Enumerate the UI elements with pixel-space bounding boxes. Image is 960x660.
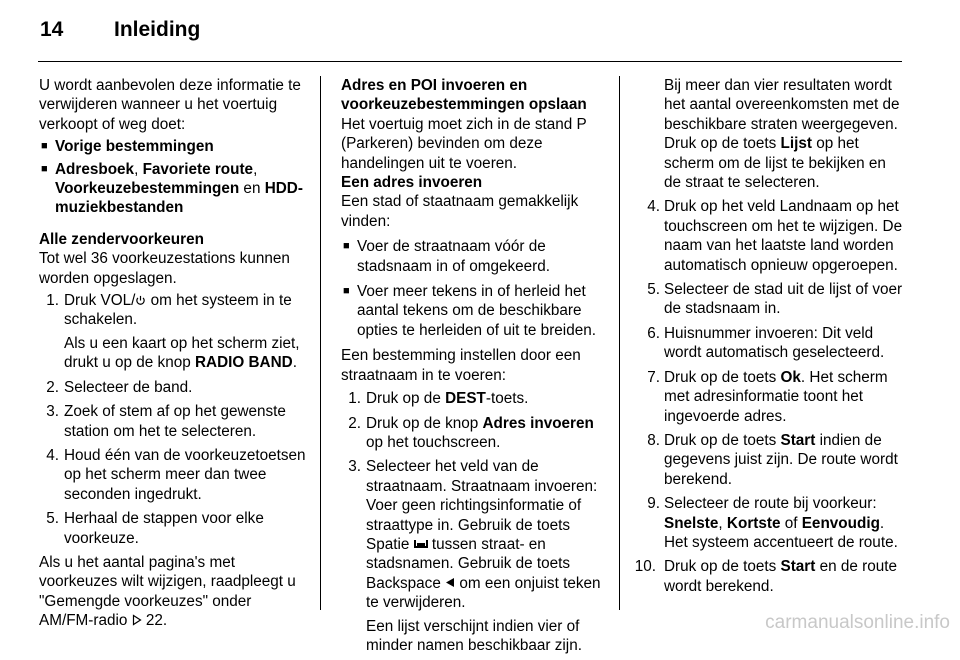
- step-number: 3.: [46, 403, 59, 421]
- list-item: [39, 160, 306, 218]
- step-number: 3.: [348, 458, 361, 476]
- intro-text: U wordt aanbevolen deze informatie te verwijderen wanneer u het voertuig verkoopt of weg doet:: [39, 77, 301, 133]
- watermark: carmanualsonline.info: [765, 612, 950, 633]
- tips-list: [341, 237, 605, 340]
- step-text: Zoek of stem af op het gewenste station om het te selecteren.: [64, 403, 286, 440]
- list-item: [39, 378, 306, 397]
- step-text: Selecteer de band.: [64, 378, 193, 396]
- step-text: Houd één van de voorkeuzetoetsen op het scherm meer dan twee seconden ingedrukt.: [64, 446, 306, 503]
- step-text: om het systeem in te schakelen.: [64, 292, 292, 329]
- section-text: Tot wel 36 voorkeuzestations kunnen worden opgeslagen.: [39, 250, 290, 287]
- continued-text: Bij meer dan vier resultaten wordt het aantal overeenkomsten met de beschikbare straten weergegeven. Druk op de toets Lijst op het scherm om de lijst te bekijken en de straat te selecteren.: [664, 77, 900, 192]
- bullet-text: HDD-muziekbestanden: [55, 180, 303, 217]
- step-number: 5.: [46, 510, 59, 528]
- section-heading: Een adres invoeren: [341, 174, 483, 192]
- list-item: 9. Selecteer de route bij voorkeur: Snelste, Kortste of Eenvoudig. Het systeem accentueert de route.: [620, 494, 907, 552]
- list-item: [39, 402, 306, 441]
- steps-list: [39, 291, 306, 548]
- list-item: 7. Druk op de toets Ok. Het scherm met adresinformatie toont het ingevoerde adres.: [620, 368, 907, 426]
- separator: ,: [253, 160, 258, 178]
- header-rule: [38, 61, 902, 62]
- list-item: ■ Voer de straatnaam vóór de stadsnaam in of omgekeerd.: [341, 237, 605, 276]
- step-number: 6.: [647, 324, 660, 342]
- radio-band-label: RADIO BAND: [194, 354, 293, 372]
- step-number: 1.: [46, 292, 59, 310]
- column-1: [39, 76, 306, 631]
- lijst-label: Lijst: [780, 135, 812, 153]
- list-item: 10. Druk op de toets Start en de route wordt berekend.: [620, 557, 907, 596]
- list-item: [39, 137, 306, 156]
- bullet-text: Favoriete route: [142, 160, 254, 178]
- section-heading: Adres en POI invoeren en voorkeuzebestemmingen opslaan: [341, 77, 587, 114]
- bullet-text: Voorkeuzebestemmingen: [55, 180, 240, 198]
- backspace-triangle-icon: [445, 574, 455, 593]
- step-number: 4.: [647, 198, 660, 216]
- page-number: 14: [40, 18, 64, 41]
- step-number: 5.: [647, 281, 660, 299]
- step-number: 10.: [634, 558, 656, 576]
- step-number: 2.: [46, 378, 59, 396]
- section-text: Het voertuig moet zich in de stand P (Parkeren) bevinden om deze handelingen uit te voeren.: [341, 115, 587, 172]
- step-number: 1.: [348, 390, 361, 408]
- step-number: 2.: [348, 414, 361, 432]
- outro-text: Als u het aantal pagina's met voorkeuzes wilt wijzigen, raadpleegt u "Gemengde voorkeuzes" onder AM/FM-radio 22.: [39, 553, 296, 630]
- column-divider-1: [320, 76, 321, 610]
- start-label: Start: [780, 558, 816, 576]
- power-icon: [135, 291, 146, 310]
- list-item: 4. Druk op het veld Landnaam op het touchscreen om het te wijzigen. De naam van het laatste land worden automatisch opnieuw opgeroepen.: [620, 197, 907, 275]
- column-3: [620, 76, 907, 601]
- section-text: Een stad of staatnaam gemakkelijk vinden:: [341, 193, 579, 230]
- bullet-text: Vorige bestemmingen: [55, 138, 214, 156]
- snelste-label: Snelste: [664, 514, 719, 532]
- list-item: 5. Selecteer de stad uit de lijst of voer de stadsnaam in.: [620, 280, 907, 319]
- step-number: 7.: [647, 368, 660, 386]
- steps-list: [620, 197, 907, 596]
- eenvoudig-label: Eenvoudig: [801, 514, 880, 532]
- list-item: [39, 291, 306, 373]
- step-number: 8.: [647, 431, 660, 449]
- adres-invoeren-label: Adres invoeren: [482, 414, 594, 432]
- list-item: ■ Voer meer tekens in of herleid het aantal tekens om de beschikbare opties te herleiden of uit te breiden.: [341, 282, 605, 340]
- list-item: 1. Druk op de DEST-toets.: [341, 389, 605, 408]
- step-subtext: Een lijst verschijnt indien vier of minder namen beschikbaar zijn.: [366, 617, 582, 654]
- separator: en: [239, 180, 265, 198]
- step-subtext: Als u een kaart op het scherm ziet, drukt u op de knop RADIO BAND.: [64, 334, 300, 372]
- page-header: [40, 18, 200, 48]
- step-number: 9.: [647, 495, 660, 513]
- step-text: Druk VOL/: [64, 292, 136, 310]
- step-number: 4.: [46, 446, 59, 464]
- page-ref-arrow-icon: [132, 611, 142, 630]
- data-list: [39, 137, 306, 218]
- steps-list: [341, 389, 605, 655]
- chapter-title: Inleiding: [114, 18, 201, 41]
- list-item: 2. Druk op de knop Adres invoeren op het touchscreen.: [341, 414, 605, 453]
- list-item: [39, 446, 306, 504]
- list-item: [39, 509, 306, 548]
- section-text: Een bestemming instellen door een straatnaam in te voeren:: [341, 347, 581, 384]
- column-2: [341, 76, 605, 660]
- step-text: Herhaal de stappen voor elke voorkeuze.: [64, 510, 264, 547]
- bullet-text: Adresboek: [55, 160, 135, 178]
- list-item: 3. Selecteer het veld van de straatnaam. Straatnaam invoeren: Voer geen richtingsinformatie of straattype in. Gebruik de toets Spatie tussen straat- en stadsnamen. Gebruik de toets Backspace om een onjuist teken te verwijderen. Een lijst verschijnt indien vier of minder namen beschikbaar zijn.: [341, 457, 605, 655]
- list-item: 6. Huisnummer invoeren: Dit veld wordt automatisch geselecteerd.: [620, 324, 907, 363]
- separator: ,: [134, 160, 143, 178]
- start-label: Start: [780, 431, 816, 449]
- list-item: 8. Druk op de toets Start indien de gegevens juist zijn. De route wordt berekend.: [620, 431, 907, 489]
- ok-label: Ok: [780, 368, 801, 386]
- space-key-icon: [414, 535, 428, 554]
- dest-key-label: DEST: [445, 390, 486, 408]
- kortste-label: Kortste: [726, 514, 781, 532]
- section-heading: Alle zendervoorkeuren: [39, 230, 204, 248]
